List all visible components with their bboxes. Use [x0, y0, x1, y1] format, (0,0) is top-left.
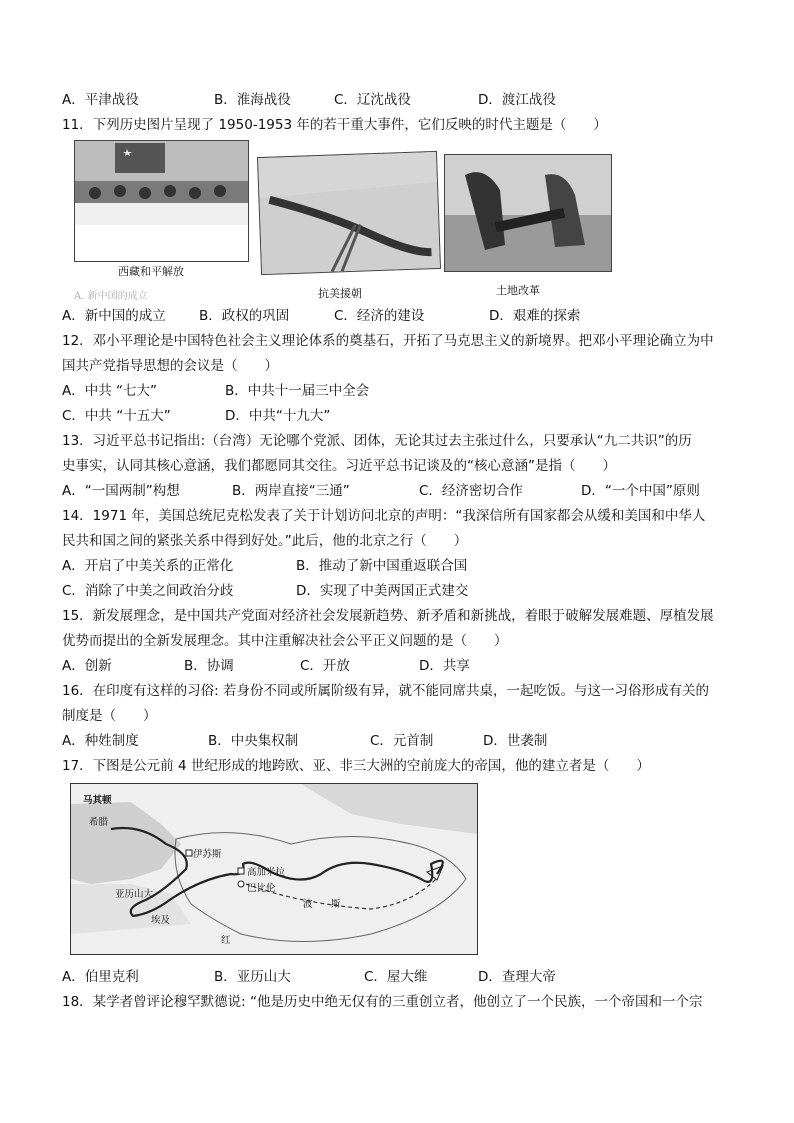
q14-options-row2	[62, 580, 742, 602]
map-label-macedonia: 马其顿	[83, 795, 112, 806]
q16-option-b: B．中央集权制	[208, 733, 299, 749]
q11-options	[62, 305, 742, 327]
caption-tibet: 西藏和平解放	[118, 265, 184, 278]
q13-option-c: C．经济密切合作	[419, 483, 523, 499]
map-label-egypt: 埃及	[151, 915, 171, 926]
q12-options-row2	[62, 405, 742, 427]
map-label-red: 红	[221, 935, 231, 946]
caption-korean-war: 抗美援朝	[318, 287, 362, 300]
q17-option-d: D．查理大帝	[478, 969, 556, 985]
q17-option-b: B．亚历山大	[214, 969, 291, 985]
map-label-greece: 希腊	[89, 817, 109, 828]
q12-options-row1	[62, 380, 742, 402]
map-label-babylon: 巴比伦	[247, 883, 276, 894]
q11-option-a: A．新中国的成立	[62, 308, 166, 324]
q17-option-c: C．屋大维	[364, 969, 428, 985]
q18-stem: 18．某学者曾评论穆罕默德说: “他是历史中绝无仅有的三重创立者，他创立了一个民族，一个帝国和一个宗	[62, 994, 703, 1010]
map-label-persia-b: 斯	[331, 899, 341, 910]
q12-option-d: D．中共“十九大”	[225, 408, 331, 424]
q15-option-d: D．共享	[419, 658, 470, 674]
photo-land-reform	[444, 154, 612, 272]
q17-stem: 17．下图是公元前 4 世纪形成的地跨欧、亚、非三大洲的空前庞大的帝国，他的建立者是（ ）	[62, 758, 650, 774]
q14-stem-line2: 民共和国之间的紧张关系中得到好处。”此后，他的北京之行（ ）	[62, 533, 468, 549]
q15-option-c: C．开放	[300, 658, 350, 674]
q16-option-c: C．元首制	[370, 733, 434, 749]
q12-option-a: A．中共 “七大”	[62, 383, 158, 399]
alexander-empire-map	[70, 783, 478, 955]
q16-options	[62, 730, 742, 752]
q10-option-a: A．平津战役	[62, 92, 139, 108]
q12-stem-line2: 国共产党指导思想的会议是（ ）	[62, 358, 278, 374]
q14-option-b: B．推动了新中国重返联合国	[296, 558, 468, 574]
q13-stem-line1: 13．习近平总书记指出:（台湾）无论哪个党派、团体，无论其过去主张过什么，只要承认“九二共识”的历	[62, 433, 692, 449]
q15-option-b: B．协调	[184, 658, 234, 674]
photo-tibet-liberation	[74, 140, 249, 262]
q17-option-a: A．伯里克利	[62, 969, 139, 985]
q11-option-b: B．政权的巩固	[199, 308, 290, 324]
q16-stem-line2: 制度是（ ）	[62, 708, 157, 724]
q16-option-d: D．世袭制	[483, 733, 548, 749]
faded-option-text: A. 新中国的成立	[74, 291, 148, 302]
q10-option-c: C．辽沈战役	[334, 92, 411, 108]
q12-option-b: B．中共十一届三中全会	[225, 383, 370, 399]
map-label-persia-a: 波	[303, 899, 313, 910]
q14-option-c: C．消除了中美之间政治分歧	[62, 583, 234, 599]
q11-option-c: C．经济的建设	[334, 308, 425, 324]
map-label-alexandria: 亚历山大	[115, 889, 154, 900]
q16-option-a: A．种姓制度	[62, 733, 139, 749]
q10-options	[62, 89, 742, 111]
q15-options	[62, 655, 742, 677]
map-label-gaugamela: 高加米拉	[247, 867, 286, 878]
q13-stem-line2: 史事实，认同其核心意涵，我们都愿同其交往。习近平总书记谈及的“核心意涵”是指（ ）	[62, 458, 616, 474]
q14-option-a: A．开启了中美关系的正常化	[62, 558, 234, 574]
q15-stem-line1: 15．新发展理念，是中国共产党面对经济社会发展新趋势、新矛盾和新挑战，着眼于破解发展难题、厚植发展	[62, 608, 714, 624]
q11-stem: 11．下列历史图片呈现了 1950-1953 年的若干重大事件，它们反映的时代主题是（ ）	[62, 117, 607, 133]
q14-option-d: D．实现了中美两国正式建交	[296, 583, 469, 599]
q14-options-row1	[62, 555, 742, 577]
q12-stem-line1: 12．邓小平理论是中国特色社会主义理论体系的奠基石，开拓了马克思主义的新境界。把邓小平理论确立为中	[62, 333, 714, 349]
q13-option-a: A．“一国两制”构想	[62, 483, 180, 499]
caption-land-reform: 土地改革	[496, 284, 540, 297]
photo-korean-war	[257, 151, 441, 275]
q11-option-d: D．艰难的探索	[489, 308, 581, 324]
q12-option-c: C．中共 “十五大”	[62, 408, 171, 424]
q13-options	[62, 480, 742, 502]
q14-stem-line1: 14．1971 年，美国总统尼克松发表了关于计划访问北京的声明：“我深信所有国家都会从缓和美国和中华人	[62, 508, 706, 524]
q10-option-d: D．渡江战役	[478, 92, 556, 108]
q15-stem-line2: 优势而提出的全新发展理念。其中注重解决社会公平正义问题的是（ ）	[62, 633, 508, 649]
q13-option-b: B．两岸直接“三通”	[232, 483, 350, 499]
q16-stem-line1: 16．在印度有这样的习俗: 若身份不同或所属阶级有异，就不能同席共桌，一起吃饭。与这一习俗形成有关的	[62, 683, 710, 699]
q10-option-b: B．淮海战役	[214, 92, 291, 108]
map-label-issus: 伊苏斯	[193, 849, 222, 860]
q17-options	[62, 966, 742, 988]
q15-option-a: A．创新	[62, 658, 112, 674]
q13-option-d: D．“一个中国”原则	[581, 483, 700, 499]
